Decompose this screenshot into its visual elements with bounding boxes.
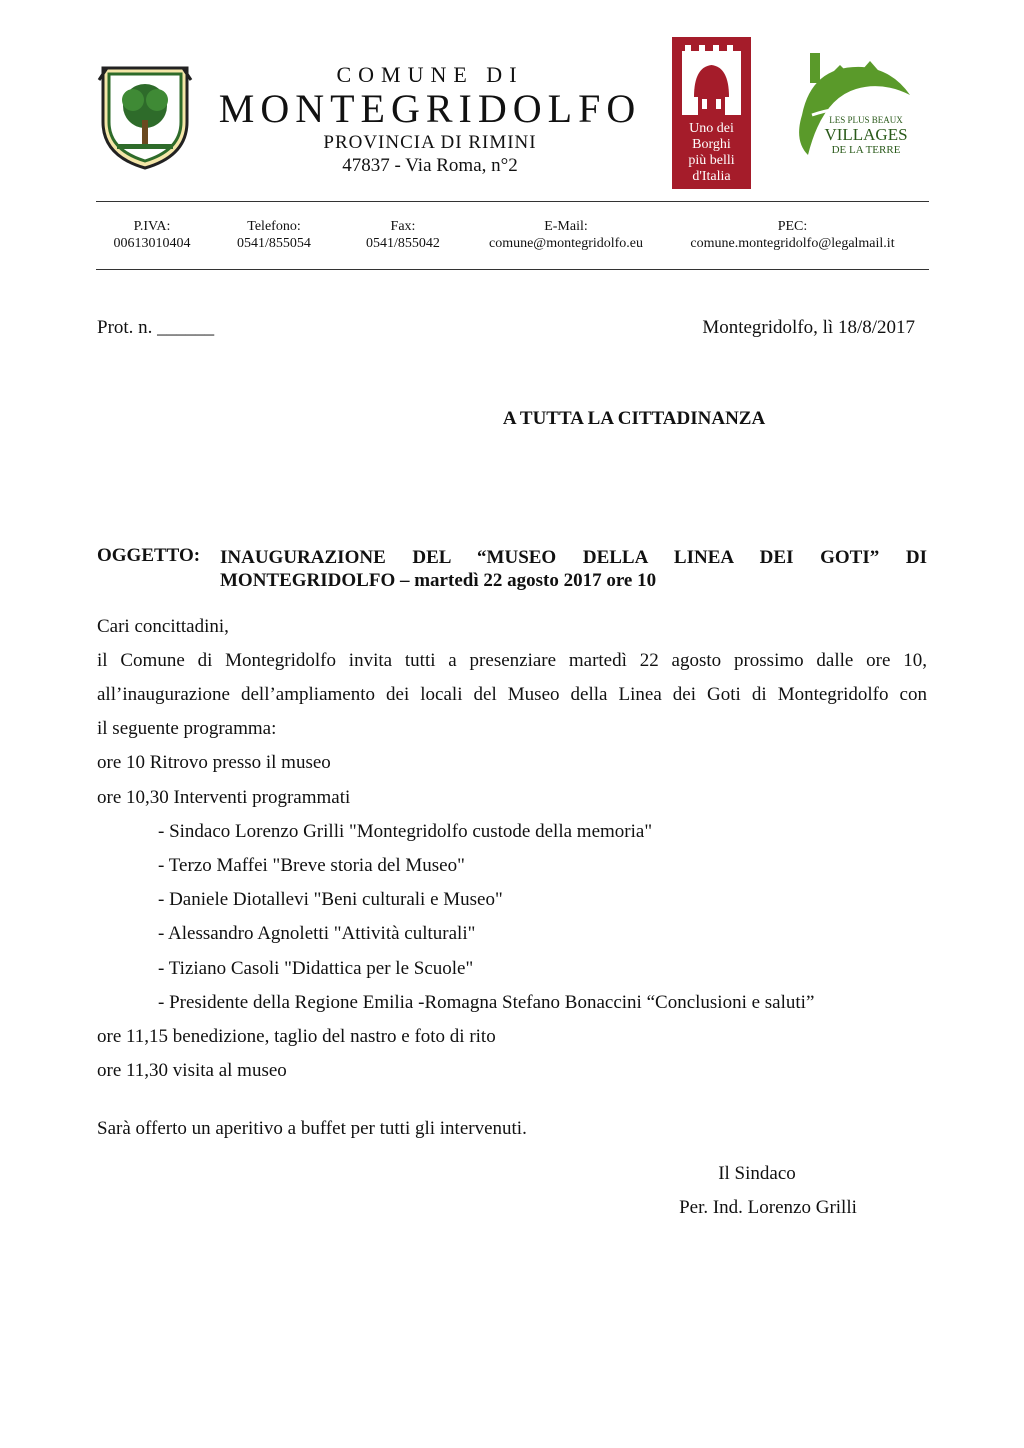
contact-value[interactable]: comune.montegridolfo@legalmail.it xyxy=(690,236,895,251)
speaker-item: - Daniele Diotallevi "Beni culturali e Museo" xyxy=(158,889,503,910)
borghi-piu-belli-logo xyxy=(672,37,751,189)
closing-note: Sarà offerto un aperitivo a buffet per tutti gli intervenuti. xyxy=(97,1118,527,1139)
header-province: PROVINCIA DI RIMINI xyxy=(323,132,537,153)
speaker-item: - Sindaco Lorenzo Grilli "Montegridolfo custode della memoria" xyxy=(158,821,653,842)
contact-value: 00613010404 xyxy=(113,236,191,251)
paragraph-line-3: il seguente programma: xyxy=(97,718,277,739)
contact-label: PEC: xyxy=(777,219,808,234)
villages-text-2: VILLAGES xyxy=(824,125,908,144)
contact-fax xyxy=(340,218,466,252)
villages-text-3: DE LA TERRE xyxy=(831,144,901,156)
recipient: A TUTTA LA CITTADINANZA xyxy=(502,408,766,429)
speaker-item: - Presidente della Regione Emilia -Romagna Stefano Bonaccini “Conclusioni e saluti” xyxy=(158,992,815,1013)
contacts-row xyxy=(96,218,929,252)
letter-date: Montegridolfo, lì 18/8/2017 xyxy=(702,317,915,338)
speaker-item: - Tiziano Casoli "Didattica per le Scuole" xyxy=(158,958,474,979)
program-item-1: ore 10 Ritrovo presso il museo xyxy=(97,752,331,773)
contact-value[interactable]: comune@montegridolfo.eu xyxy=(488,236,644,251)
municipal-crest-logo xyxy=(97,60,193,172)
paragraph-line-1: il Comune di Montegridolfo invita tutti a presenziare martedì 22 agosto prossimo dalle ore 10, xyxy=(97,650,927,671)
subject-label: OGGETTO: xyxy=(97,545,201,566)
program-item-4: ore 11,30 visita al museo xyxy=(97,1060,287,1081)
paragraph-line-2: all’inaugurazione dell’ampliamento dei locali del Museo della Linea dei Goti di Montegridolfo con xyxy=(97,684,927,705)
header-address: 47837 - Via Roma, n°2 xyxy=(342,155,518,176)
contact-label: E-Mail: xyxy=(544,219,588,234)
subject-line-2: MONTEGRIDOLFO – martedì 22 agosto 2017 ore 10 xyxy=(220,570,657,591)
header-divider-bottom xyxy=(96,269,929,270)
contact-telefono xyxy=(208,218,340,252)
contact-piva xyxy=(96,218,208,252)
header-municipality-name: MONTEGRIDOLFO xyxy=(218,86,642,131)
speaker-item: - Terzo Maffei "Breve storia del Museo" xyxy=(158,855,465,876)
borghi-text-2: Borghi xyxy=(692,137,731,152)
signature-title: Il Sindaco xyxy=(718,1163,796,1184)
header-divider-top xyxy=(96,201,929,202)
borghi-text-4: d'Italia xyxy=(692,169,731,184)
contact-label: Fax: xyxy=(390,219,416,234)
program-item-3: ore 11,15 benedizione, taglio del nastro e foto di rito xyxy=(97,1026,496,1047)
contact-value: 0541/855042 xyxy=(366,236,440,251)
protocol-number: Prot. n. ______ xyxy=(97,317,215,338)
borghi-text-3: più belli xyxy=(688,153,735,168)
subject-line-1: INAUGURAZIONE DEL “MUSEO DELLA LINEA DEI GOTI” DI xyxy=(220,547,927,568)
borghi-text-1: Uno dei xyxy=(689,121,734,136)
contact-label: Telefono: xyxy=(247,219,301,234)
contact-pec[interactable] xyxy=(666,218,919,252)
contact-value: 0541/855054 xyxy=(237,236,311,251)
speaker-item: - Alessandro Agnoletti "Attività culturali" xyxy=(158,923,476,944)
header-comune-di: COMUNE DI xyxy=(336,62,524,87)
contact-email[interactable] xyxy=(466,218,666,252)
contact-label: P.IVA: xyxy=(133,219,171,234)
greeting: Cari concittadini, xyxy=(97,616,229,637)
plus-beaux-villages-logo xyxy=(782,45,914,163)
program-item-2: ore 10,30 Interventi programmati xyxy=(97,787,351,808)
villages-text-1: LES PLUS BEAUX xyxy=(829,115,903,125)
signature-name: Per. Ind. Lorenzo Grilli xyxy=(679,1197,857,1218)
